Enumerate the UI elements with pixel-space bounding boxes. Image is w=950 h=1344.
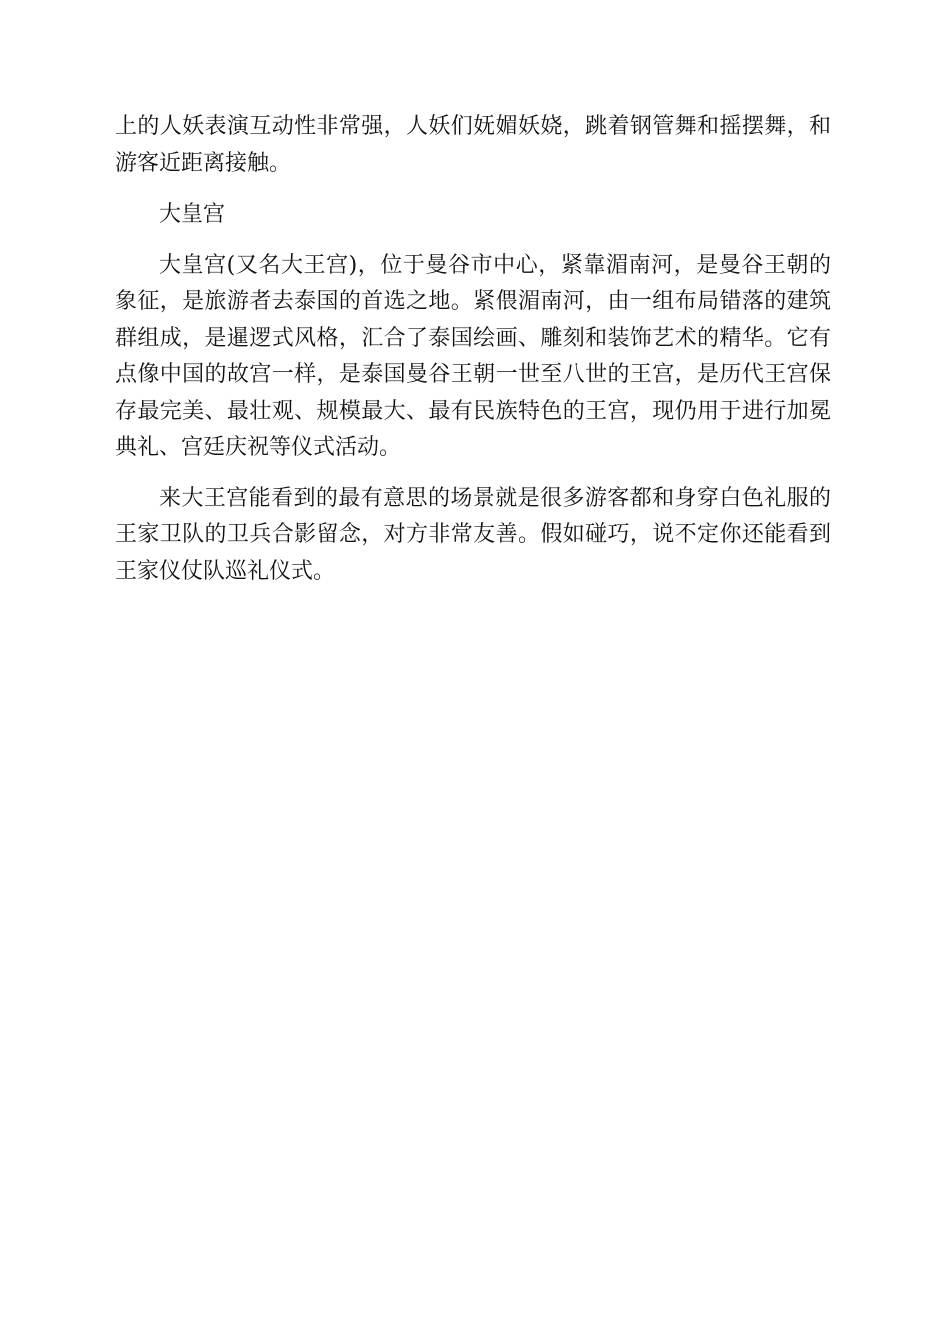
paragraph-grand-palace-guards: 来大王宫能看到的最有意思的场景就是很多游客都和身穿白色礼服的王家卫队的卫兵合影留念，对方非常友善。假如碰巧，说不定你还能看到王家仪仗队巡礼仪式。 — [115, 485, 831, 584]
section-heading: 大皇宫 — [159, 202, 226, 227]
document-body — [115, 109, 831, 590]
paragraph-grand-palace-intro: 大皇宫(又名大王宫)，位于曼谷市中心，紧靠湄南河，是曼谷王朝的象征，是旅游者去泰国的首选之地。紧偎湄南河，由一组布局错落的建筑群组成，是暹逻式风格，汇合了泰国绘画、雕刻和装饰艺术的精华。它有点像中国的故宫一样，是泰国曼谷王朝一世至八世的王宫，是历代王宫保存最完美、最壮观、规模最大、最有民族特色的王宫，现仍用于进行加冕典礼、宫廷庆祝等仪式活动。 — [115, 252, 831, 460]
paragraph-continuation: 上的人妖表演互动性非常强，人妖们妩媚妖娆，跳着钢管舞和摇摆舞，和游客近距离接触。 — [115, 114, 831, 176]
